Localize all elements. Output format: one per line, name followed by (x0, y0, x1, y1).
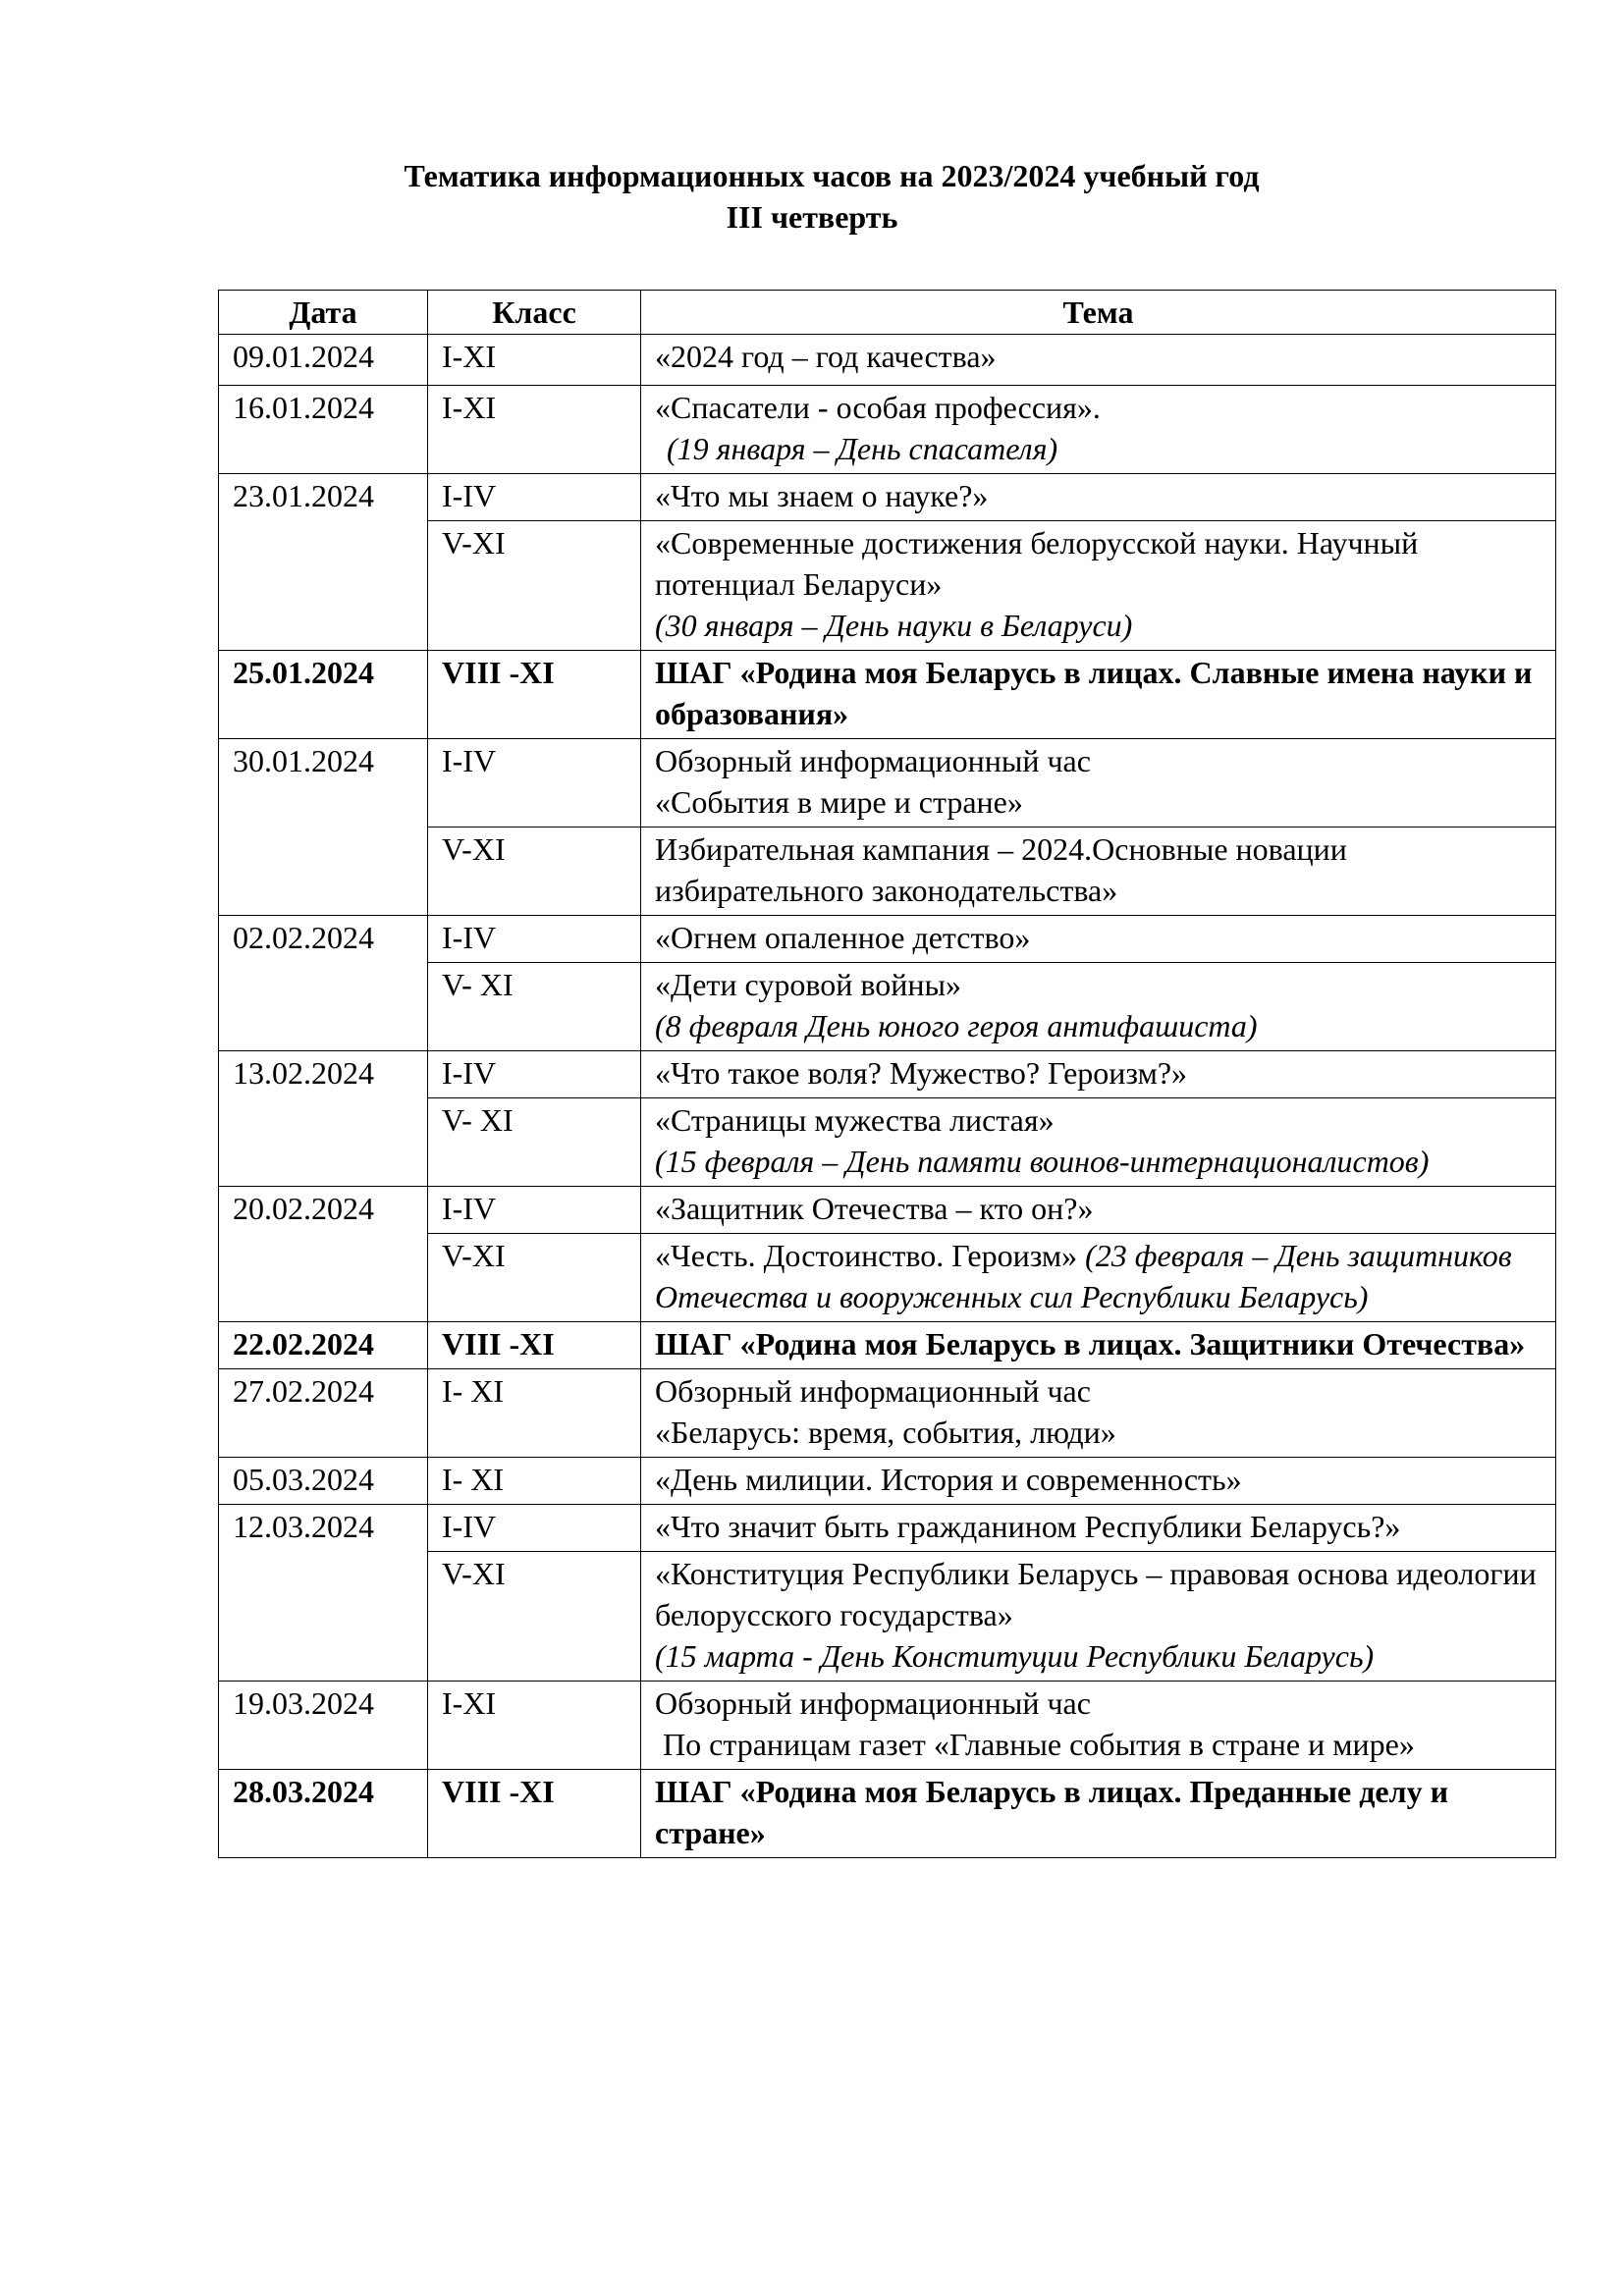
table-row (219, 1322, 1556, 1369)
table-row (219, 386, 1556, 474)
date-cell: 28.03.2024 (219, 1770, 428, 1858)
topic-text: «Дети суровой войны» (655, 967, 961, 1002)
date-cell: 05.03.2024 (219, 1458, 428, 1505)
class-cell: I-XI (428, 335, 641, 386)
topic-cell: «2024 год – год качества» (641, 335, 1556, 386)
class-cell: I-XI (428, 1682, 641, 1770)
date-cell: 30.01.2024 (219, 739, 428, 916)
table-row (219, 1682, 1556, 1770)
topic-cell (641, 1682, 1556, 1770)
table-row (219, 1187, 1556, 1234)
class-cell: I- XI (428, 1369, 641, 1458)
table-row (219, 1369, 1556, 1458)
topic-cell: «Что такое воля? Мужество? Героизм?» (641, 1051, 1556, 1098)
date-cell: 22.02.2024 (219, 1322, 428, 1369)
date-cell: 27.02.2024 (219, 1369, 428, 1458)
topic-text: «Страницы мужества листая» (655, 1102, 1055, 1138)
class-cell: I-IV (428, 1505, 641, 1552)
topic-cell: «Огнем опаленное детство» (641, 916, 1556, 963)
topic-text: «Честь. Достоинство. Героизм» (655, 1238, 1078, 1273)
class-cell: I-IV (428, 1187, 641, 1234)
topic-text-line-2: «События в мире и стране» (655, 784, 1023, 820)
topic-note: (8 февраля День юного героя антифашиста) (655, 1008, 1258, 1043)
date-cell: 23.01.2024 (219, 474, 428, 651)
topic-cell: «Защитник Отечества – кто он?» (641, 1187, 1556, 1234)
title-line-1: Тематика информационных часов на 2023/2024 учебный год (404, 158, 1260, 193)
date-cell: 12.03.2024 (219, 1505, 428, 1682)
topic-cell (641, 963, 1556, 1051)
topic-cell: «Что значит быть гражданином Республики Беларусь?» (641, 1505, 1556, 1552)
class-cell: I-IV (428, 739, 641, 828)
class-cell: I-IV (428, 1051, 641, 1098)
date-cell: 09.01.2024 (219, 335, 428, 386)
class-cell: V-XI (428, 828, 641, 916)
class-cell: I-IV (428, 916, 641, 963)
class-cell: I-IV (428, 474, 641, 521)
class-cell: V-XI (428, 1234, 641, 1322)
class-cell: V- XI (428, 1098, 641, 1187)
topic-note: (23 февраля – День защитников Отечества и вооруженных сил Республики Беларусь) (655, 1238, 1512, 1314)
topic-cell: «День милиции. История и современность» (641, 1458, 1556, 1505)
class-cell: I- XI (428, 1458, 641, 1505)
topic-text-line-2: По страницам газет «Главные события в стране и мире» (663, 1727, 1415, 1762)
class-cell: V-XI (428, 1552, 641, 1682)
class-cell: V-XI (428, 521, 641, 651)
topic-text: «Спасатели - особая профессия». (655, 390, 1101, 425)
topic-text: Обзорный информационный час (655, 1685, 1091, 1721)
schedule-table (218, 290, 1556, 1858)
class-cell: VIII -XI (428, 651, 641, 739)
table-row (219, 335, 1556, 386)
date-cell: 25.01.2024 (219, 651, 428, 739)
class-cell: VIII -XI (428, 1322, 641, 1369)
table-row (219, 1051, 1556, 1098)
topic-cell (641, 521, 1556, 651)
title-line-2: III четверть (726, 199, 898, 235)
date-cell: 19.03.2024 (219, 1682, 428, 1770)
class-cell: VIII -XI (428, 1770, 641, 1858)
header-date: Дата (219, 291, 428, 335)
topic-text: Обзорный информационный час (655, 1373, 1091, 1409)
topic-text: Обзорный информационный час (655, 743, 1091, 778)
topic-cell: «Что мы знаем о науке?» (641, 474, 1556, 521)
topic-cell (641, 386, 1556, 474)
topic-note: (15 февраля – День памяти воинов-интернационалистов) (655, 1144, 1430, 1179)
topic-cell: ШАГ «Родина моя Беларусь в лицах. Преданные делу и стране» (641, 1770, 1556, 1858)
topic-cell (641, 1234, 1556, 1322)
topic-cell (641, 739, 1556, 828)
topic-cell: ШАГ «Родина моя Беларусь в лицах. Славные имена науки и образования» (641, 651, 1556, 739)
class-cell: I-XI (428, 386, 641, 474)
class-cell: V- XI (428, 963, 641, 1051)
topic-note: (15 марта - День Конституции Республики Беларусь) (655, 1638, 1375, 1674)
date-cell: 13.02.2024 (219, 1051, 428, 1187)
topic-cell: Избирательная кампания – 2024.Основные новации избирательного законодательства» (641, 828, 1556, 916)
date-cell: 02.02.2024 (219, 916, 428, 1051)
table-row (219, 1505, 1556, 1552)
topic-cell: ШАГ «Родина моя Беларусь в лицах. Защитники Отечества» (641, 1322, 1556, 1369)
page-title (0, 155, 1624, 238)
table-row (219, 1458, 1556, 1505)
table-row (219, 739, 1556, 828)
table-row (219, 916, 1556, 963)
topic-cell (641, 1552, 1556, 1682)
table-row (219, 651, 1556, 739)
topic-text-line-2: «Беларусь: время, события, люди» (655, 1415, 1116, 1450)
date-cell: 20.02.2024 (219, 1187, 428, 1322)
topic-cell (641, 1369, 1556, 1458)
table-row (219, 474, 1556, 521)
topic-text: «Конституция Республики Беларусь – правовая основа идеологии белорусского государства» (655, 1556, 1537, 1632)
date-cell: 16.01.2024 (219, 386, 428, 474)
topic-note: (30 января – День науки в Беларуси) (655, 608, 1133, 643)
table-row (219, 1770, 1556, 1858)
topic-text: «Современные достижения белорусской науки. Научный потенциал Беларуси» (655, 525, 1419, 602)
header-topic: Тема (641, 291, 1556, 335)
topic-cell (641, 1098, 1556, 1187)
header-class: Класс (428, 291, 641, 335)
topic-note: (19 января – День спасателя) (667, 431, 1058, 466)
table-header-row (219, 291, 1556, 335)
